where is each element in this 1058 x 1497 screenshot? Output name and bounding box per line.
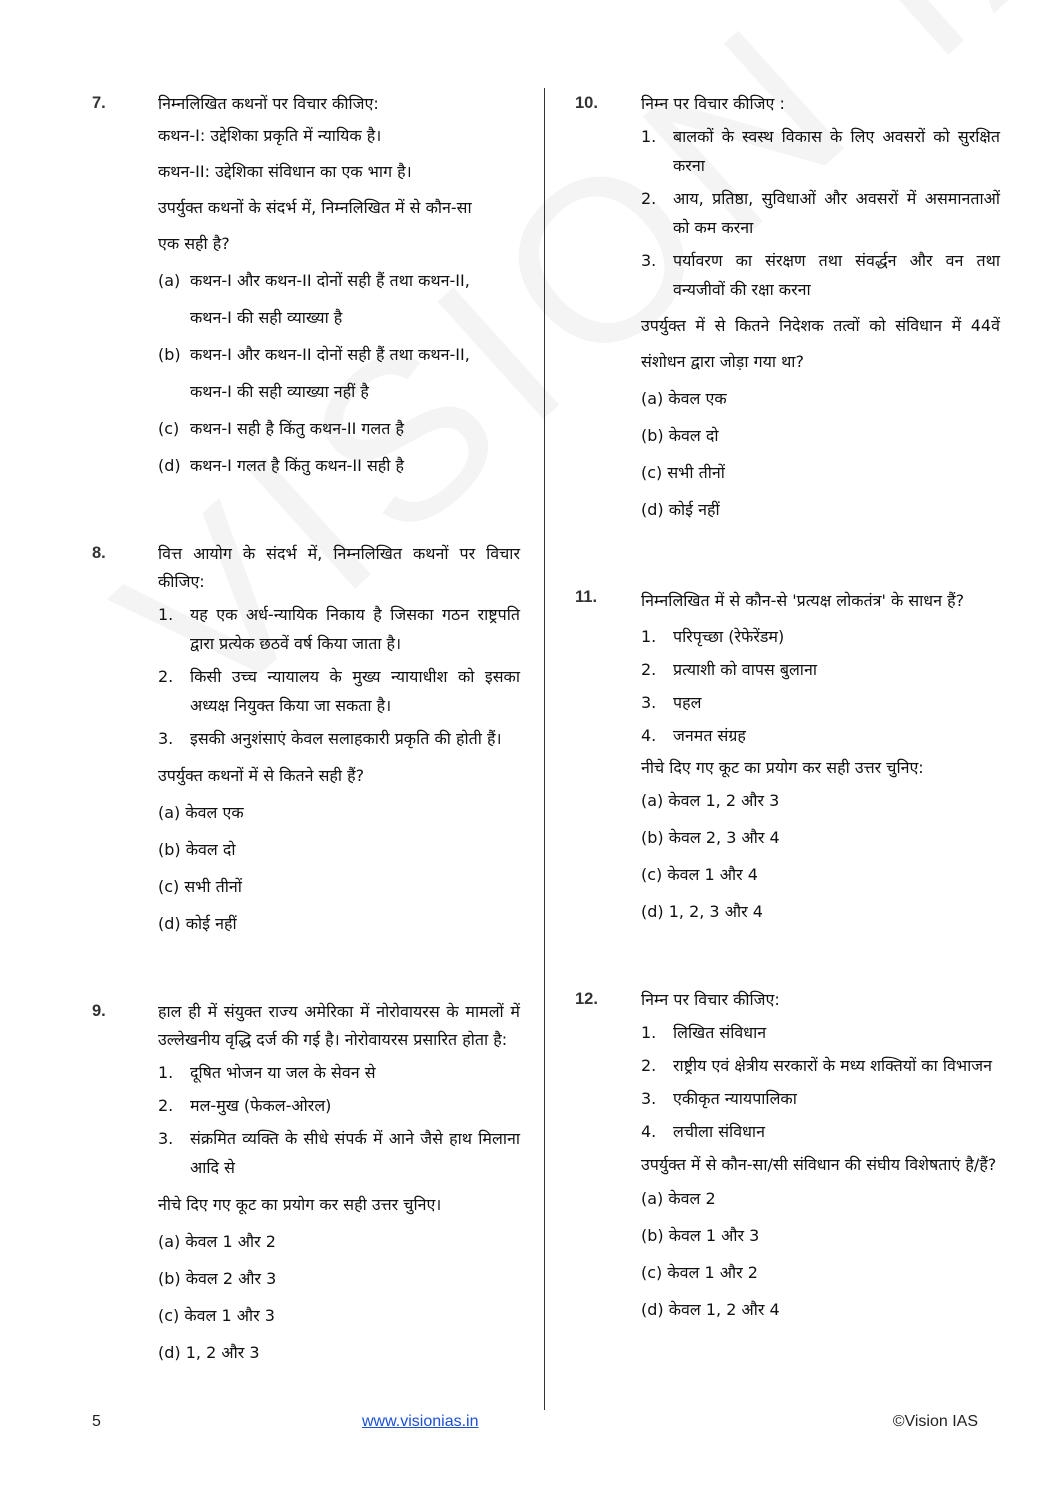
- item-text: मल-मुख (फेकल-ओरल): [190, 1096, 332, 1115]
- option-c: (c) केवल 1 और 2: [641, 1263, 758, 1282]
- question-intro: वित्त आयोग के संदर्भ में, निम्नलिखित कथनों पर विचार कीजिए:: [158, 544, 520, 591]
- option-d: (d) कोई नहीं: [158, 914, 237, 933]
- question-7: [92, 90, 520, 484]
- option-b: (b) केवल 2 और 3: [158, 1269, 277, 1288]
- item-number: 2.: [641, 1056, 657, 1075]
- item-number: 2.: [158, 667, 174, 686]
- option-label: (a): [158, 271, 181, 290]
- statement-list: [641, 1018, 1000, 1146]
- item-number: 3.: [158, 1129, 174, 1148]
- option-a: [158, 262, 520, 336]
- option-b: [158, 336, 520, 410]
- question-intro: निम्नलिखित में से कौन-से 'प्रत्यक्ष लोकतंत्र' के साधन हैं?: [641, 591, 965, 610]
- item-number: 3.: [641, 1089, 657, 1108]
- item-number: 4.: [641, 726, 657, 745]
- item-text: किसी उच्च न्यायालय के मुख्य न्यायाधीश को इसका अध्यक्ष नियुक्त किया जा सकता है।: [190, 667, 520, 715]
- item-number: 1.: [158, 1063, 174, 1082]
- option-a: (a) केवल 1, 2 और 3: [641, 791, 780, 810]
- column-divider: [544, 88, 545, 1410]
- option-a: (a) केवल 2: [641, 1189, 716, 1208]
- item-number: 3.: [158, 729, 174, 748]
- item-text: यह एक अर्ध-न्यायिक निकाय है जिसका गठन राष्ट्रपति द्वारा प्रत्येक छठवें वर्ष किया जाता है।: [190, 605, 520, 653]
- item-text: राष्ट्रीय एवं क्षेत्रीय सरकारों के मध्य शक्तियों का विभाजन: [673, 1056, 993, 1075]
- option-a: (a) केवल एक: [641, 389, 727, 408]
- question-number: 8.: [92, 544, 106, 562]
- copyright-text: ©Vision IAS: [892, 1413, 978, 1430]
- option-b: (b) केवल दो: [641, 426, 719, 445]
- question-number: 12.: [575, 990, 598, 1008]
- option-d: (d) 1, 2, 3 और 4: [641, 902, 763, 921]
- option-c: (c) सभी तीनों: [158, 877, 242, 896]
- option-b: (b) केवल दो: [158, 840, 236, 859]
- question-ask-cont: एक सही है?: [158, 234, 230, 253]
- list-item: [641, 655, 1000, 684]
- option-a: (a) केवल 1 और 2: [158, 1232, 276, 1251]
- item-number: 3.: [641, 693, 657, 712]
- item-number: 1.: [641, 1023, 657, 1042]
- option-label: (c): [158, 419, 180, 438]
- item-number: 2.: [641, 189, 657, 208]
- website-link[interactable]: www.visionias.in: [362, 1413, 479, 1430]
- item-number: 2.: [158, 1096, 174, 1115]
- item-text: प्रत्याशी को वापस बुलाना: [673, 660, 817, 679]
- list-item: [641, 122, 1000, 180]
- statement-list: [641, 122, 1000, 304]
- option-c: (c) केवल 1 और 3: [158, 1306, 275, 1325]
- left-column: [92, 90, 520, 1371]
- question-ask: नीचे दिए गए कूट का प्रयोग कर सही उत्तर चुनिए।: [158, 1195, 442, 1214]
- list-item: [641, 184, 1000, 242]
- list-item: [641, 246, 1000, 304]
- statement-2: कथन-II: उद्देशिका संविधान का एक भाग है।: [158, 162, 412, 181]
- option-d: (d) 1, 2 और 3: [158, 1343, 260, 1362]
- question-8: [92, 540, 520, 942]
- item-text: जनमत संग्रह: [673, 726, 746, 745]
- page-number: 5: [92, 1413, 101, 1430]
- item-text: एकीकृत न्यायपालिका: [673, 1089, 797, 1108]
- question-intro: निम्नलिखित कथनों पर विचार कीजिए:: [158, 94, 379, 113]
- option-text: कथन-I और कथन-II दोनों सही हैं तथा कथन-II,: [190, 271, 470, 290]
- option-c: (c) सभी तीनों: [641, 463, 725, 482]
- option-label: (b): [158, 345, 181, 364]
- question-9: [92, 998, 520, 1371]
- question-ask: उपर्युक्त कथनों के संदर्भ में, निम्नलिखित में से कौन-सा: [158, 198, 472, 217]
- list-item: [158, 1058, 520, 1087]
- question-11: [575, 584, 1000, 930]
- question-intro: हाल ही में संयुक्त राज्य अमेरिका में नोरोवायरस के मामलों में उल्लेखनीय वृद्धि दर्ज की गई है। नोरोवायरस प्रसारित होता है:: [158, 1002, 520, 1049]
- item-text: दूषित भोजन या जल के सेवन से: [190, 1063, 376, 1082]
- option-d: [158, 447, 520, 484]
- option-a: (a) केवल एक: [158, 803, 244, 822]
- list-item: [641, 1051, 1000, 1080]
- question-ask: उपर्युक्त कथनों में से कितने सही हैं?: [158, 766, 365, 785]
- list-item: [641, 688, 1000, 717]
- question-number: 7.: [92, 94, 106, 112]
- option-b: (b) केवल 2, 3 और 4: [641, 828, 780, 847]
- item-number: 4.: [641, 1122, 657, 1141]
- item-number: 1.: [641, 127, 657, 146]
- item-text: बालकों के स्वस्थ विकास के लिए अवसरों को सुरक्षित करना: [673, 127, 1000, 175]
- item-text: लिखित संविधान: [673, 1023, 767, 1042]
- statement-list: [641, 622, 1000, 750]
- item-text: इसकी अनुशंसाएं केवल सलाहकारी प्रकृति की होती हैं।: [190, 729, 502, 748]
- list-item: [641, 721, 1000, 750]
- question-ask: उपर्युक्त में से कौन-सा/सी संविधान की संघीय विशेषताएं है/हैं?: [641, 1155, 997, 1174]
- option-text: कथन-I और कथन-II दोनों सही हैं तथा कथन-II,: [190, 345, 470, 364]
- option-d: (d) केवल 1, 2 और 4: [641, 1300, 780, 1319]
- list-item: [641, 622, 1000, 651]
- list-item: [158, 662, 520, 720]
- question-intro: निम्न पर विचार कीजिए :: [641, 94, 785, 113]
- question-number: 9.: [92, 1002, 106, 1020]
- item-text: आय, प्रतिष्ठा, सुविधाओं और अवसरों में असमानताओं को कम करना: [673, 189, 1000, 237]
- item-text: लचीला संविधान: [673, 1122, 765, 1141]
- question-ask: उपर्युक्त में से कितने निदेशक तत्वों को संविधान में 44वें संशोधन द्वारा जोड़ा गया था?: [641, 316, 1000, 371]
- item-text: संक्रमित व्यक्ति के सीधे संपर्क में आने जैसे हाथ मिलाना आदि से: [190, 1129, 520, 1177]
- option-text-cont: कथन-I की सही व्याख्या है: [190, 308, 343, 327]
- list-item: [641, 1018, 1000, 1047]
- item-number: 1.: [641, 627, 657, 646]
- right-column: [575, 90, 1000, 1328]
- question-ask: नीचे दिए गए कूट का प्रयोग कर सही उत्तर चुनिए:: [641, 758, 924, 777]
- question-10: [575, 90, 1000, 528]
- option-text-cont: कथन-I की सही व्याख्या नहीं है: [190, 382, 369, 401]
- option-text: कथन-I गलत है किंतु कथन-II सही है: [190, 456, 404, 475]
- option-label: (d): [158, 456, 181, 475]
- item-text: पहल: [673, 693, 702, 712]
- option-d: (d) कोई नहीं: [641, 500, 720, 519]
- item-number: 1.: [158, 605, 174, 624]
- item-number: 2.: [641, 660, 657, 679]
- item-text: परिपृच्छा (रेफेरेंडम): [673, 627, 785, 646]
- list-item: [641, 1117, 1000, 1146]
- statement-1: कथन-I: उद्देशिका प्रकृति में न्यायिक है।: [158, 126, 382, 145]
- statement-list: [158, 600, 520, 753]
- question-number: 10.: [575, 94, 598, 112]
- list-item: [158, 724, 520, 753]
- option-b: (b) केवल 1 और 3: [641, 1226, 760, 1245]
- option-c: (c) केवल 1 और 4: [641, 865, 758, 884]
- question-12: [575, 986, 1000, 1328]
- list-item: [158, 600, 520, 658]
- option-text: कथन-I सही है किंतु कथन-II गलत है: [190, 419, 404, 438]
- list-item: [158, 1124, 520, 1182]
- question-intro: निम्न पर विचार कीजिए:: [641, 990, 780, 1009]
- list-item: [158, 1091, 520, 1120]
- statement-list: [158, 1058, 520, 1182]
- item-text: पर्यावरण का संरक्षण तथा संवर्द्धन और वन तथा वन्यजीवों की रक्षा करना: [673, 251, 1000, 299]
- option-c: [158, 410, 520, 447]
- list-item: [641, 1084, 1000, 1113]
- item-number: 3.: [641, 251, 657, 270]
- question-number: 11.: [575, 588, 598, 606]
